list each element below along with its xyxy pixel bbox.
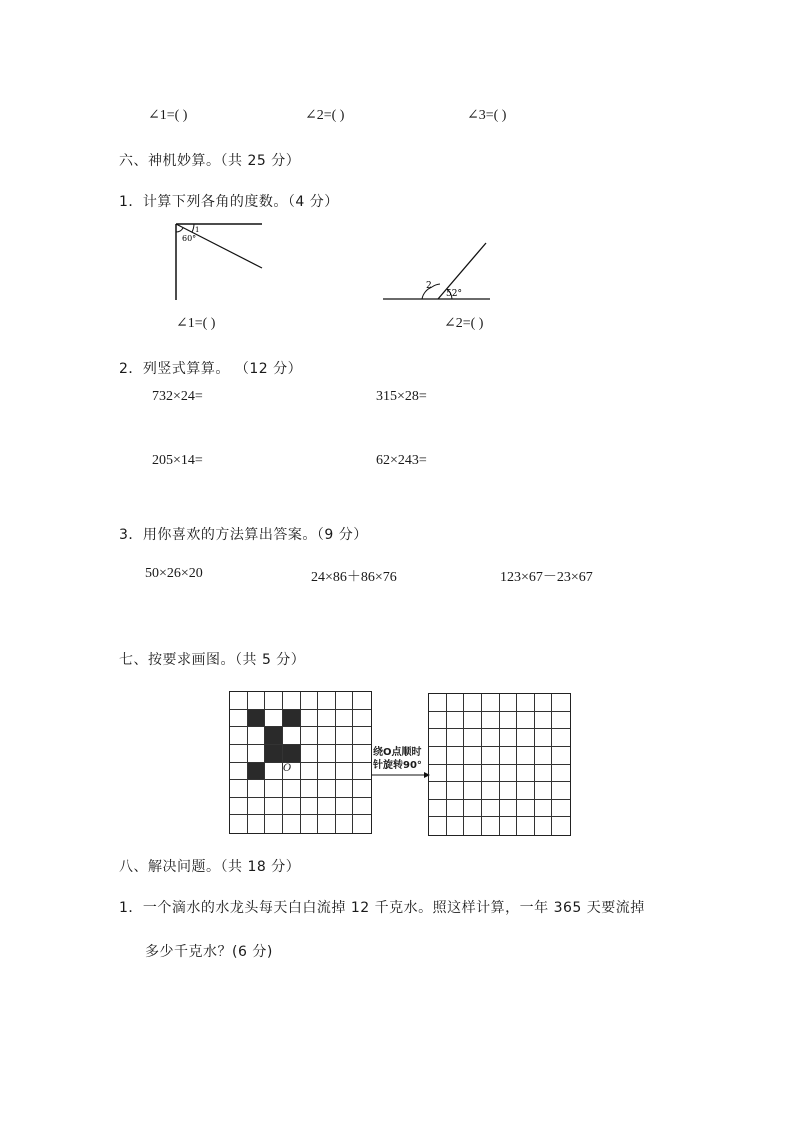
answer-grid-cell[interactable] xyxy=(517,694,535,712)
grid-cell xyxy=(318,815,336,833)
section8-title: 八、解决问题。（共 18 分） xyxy=(119,859,301,875)
section6-q2-title: 2．列竖式算算。 （12 分） xyxy=(119,361,303,377)
grid-cell xyxy=(353,815,371,833)
answer-grid-cell[interactable] xyxy=(552,782,570,800)
grid-cell xyxy=(318,798,336,816)
svg-text:2: 2 xyxy=(426,281,432,291)
rotation-instruction-line2: 针旋转90° xyxy=(373,760,422,771)
answer-grid-cell[interactable] xyxy=(552,712,570,730)
answer-grid-cell[interactable] xyxy=(464,694,482,712)
grid-cell xyxy=(265,798,283,816)
section8-q1-line2: 多少千克水？(6 分) xyxy=(145,944,273,960)
answer-grid-cell[interactable] xyxy=(535,729,553,747)
answer-grid-cell[interactable] xyxy=(464,747,482,765)
angle-figure-2 xyxy=(380,240,495,305)
grid-cell xyxy=(336,780,354,798)
grid-cell xyxy=(318,780,336,798)
grid-cell xyxy=(353,745,371,763)
grid-cell xyxy=(301,727,319,745)
answer-grid[interactable] xyxy=(428,693,571,836)
grid-cell xyxy=(301,692,319,710)
section6-q3-title: 3．用你喜欢的方法算出答案。（9 分） xyxy=(119,527,368,543)
answer-grid-cell[interactable] xyxy=(429,694,447,712)
answer-grid-cell[interactable] xyxy=(429,712,447,730)
answer-grid-cell[interactable] xyxy=(482,747,500,765)
answer-grid-cell[interactable] xyxy=(429,800,447,818)
angle-figure-1 xyxy=(170,218,270,306)
answer-grid-cell[interactable] xyxy=(517,782,535,800)
answer-grid-cell[interactable] xyxy=(500,747,518,765)
answer-grid-cell[interactable] xyxy=(464,782,482,800)
answer-grid-cell[interactable] xyxy=(517,747,535,765)
grid-cell xyxy=(248,763,266,781)
answer-grid-cell[interactable] xyxy=(517,765,535,783)
answer-grid-cell[interactable] xyxy=(552,729,570,747)
grid-cell xyxy=(318,727,336,745)
grid-cell xyxy=(301,710,319,728)
smart-calc-problem: 123×67－23×67 xyxy=(500,570,593,585)
answer-grid-cell[interactable] xyxy=(447,800,465,818)
answer-grid-cell[interactable] xyxy=(482,800,500,818)
grid-cell xyxy=(248,710,266,728)
vertical-calc-problem: 205×14= xyxy=(152,453,203,468)
grid-cell xyxy=(248,780,266,798)
answer-grid-cell[interactable] xyxy=(500,729,518,747)
grid-cell xyxy=(265,710,283,728)
answer-grid-cell[interactable] xyxy=(429,729,447,747)
answer-grid-cell[interactable] xyxy=(429,817,447,835)
answer-grid-cell[interactable] xyxy=(552,800,570,818)
rotation-instruction-line1: 绕O点顺时 xyxy=(373,747,422,758)
grid-cell xyxy=(230,815,248,833)
section7-title: 七、按要求画图。（共 5 分） xyxy=(119,652,306,668)
answer-grid-cell[interactable] xyxy=(500,800,518,818)
answer-grid-cell[interactable] xyxy=(447,817,465,835)
grid-cell xyxy=(283,692,301,710)
answer-grid-cell[interactable] xyxy=(500,782,518,800)
vertical-calc-problem: 315×28= xyxy=(376,389,427,404)
grid-cell xyxy=(336,727,354,745)
answer-grid-cell[interactable] xyxy=(535,747,553,765)
grid-cell xyxy=(336,763,354,781)
answer-grid-cell[interactable] xyxy=(535,765,553,783)
answer-grid-cell[interactable] xyxy=(535,800,553,818)
answer-grid-cell[interactable] xyxy=(535,712,553,730)
grid-cell xyxy=(230,727,248,745)
source-grid xyxy=(229,691,372,834)
answer-grid-cell[interactable] xyxy=(447,782,465,800)
answer-grid-cell[interactable] xyxy=(482,817,500,835)
answer-grid-cell[interactable] xyxy=(517,729,535,747)
grid-cell xyxy=(248,745,266,763)
grid-cell xyxy=(353,692,371,710)
answer-grid-cell[interactable] xyxy=(447,712,465,730)
answer-grid-cell[interactable] xyxy=(552,694,570,712)
answer-grid-cell[interactable] xyxy=(500,712,518,730)
grid-cell xyxy=(230,780,248,798)
grid-cell xyxy=(230,692,248,710)
grid-cell xyxy=(318,745,336,763)
grid-cell xyxy=(248,692,266,710)
angle2-answer-blank[interactable]: ∠2=( ) xyxy=(305,108,345,123)
section6-q1-title: 1．计算下列各角的度数。（4 分） xyxy=(119,194,339,210)
grid-cell xyxy=(265,763,283,781)
grid-cell xyxy=(336,815,354,833)
answer-grid-cell[interactable] xyxy=(464,765,482,783)
section8-q1-line1: 1．一个滴水的水龙头每天白白流掉 12 千克水。照这样计算，一年 365 天要流掉 xyxy=(119,900,645,916)
grid-cell xyxy=(301,763,319,781)
answer-grid-cell[interactable] xyxy=(429,782,447,800)
unknown-angle-label-1: 1 xyxy=(195,226,200,234)
grid-cell xyxy=(353,798,371,816)
answer-grid-cell[interactable] xyxy=(447,694,465,712)
grid-cell xyxy=(230,763,248,781)
answer-grid-cell[interactable] xyxy=(447,765,465,783)
answer-grid-cell[interactable] xyxy=(447,729,465,747)
answer-grid-cell[interactable] xyxy=(464,817,482,835)
answer-grid-cell[interactable] xyxy=(482,694,500,712)
answer-grid-cell[interactable] xyxy=(552,765,570,783)
section6-title: 六、神机妙算。（共 25 分） xyxy=(119,153,301,169)
vertical-calc-problem: 62×243= xyxy=(376,453,427,468)
grid-cell xyxy=(248,815,266,833)
grid-cell xyxy=(248,727,266,745)
answer-grid-cell[interactable] xyxy=(500,765,518,783)
grid-cell xyxy=(318,763,336,781)
given-angle-label-1: 60° xyxy=(182,234,197,243)
answer-grid-cell[interactable] xyxy=(429,747,447,765)
answer-grid-cell[interactable] xyxy=(500,694,518,712)
angle1-answer-blank[interactable]: ∠1=( ) xyxy=(148,108,188,123)
arrow-right-icon xyxy=(372,771,430,779)
grid-cell xyxy=(230,710,248,728)
grid-cell xyxy=(318,692,336,710)
answer-grid-cell[interactable] xyxy=(482,729,500,747)
smart-calc-problem: 50×26×20 xyxy=(145,566,203,581)
grid-cell xyxy=(336,798,354,816)
answer-grid-cell[interactable] xyxy=(535,782,553,800)
answer-grid-cell[interactable] xyxy=(500,817,518,835)
answer-grid-cell[interactable] xyxy=(482,712,500,730)
answer-grid-cell[interactable] xyxy=(517,817,535,835)
smart-calc-problem: 24×86＋86×76 xyxy=(311,570,397,585)
grid-cell xyxy=(336,710,354,728)
grid-cell xyxy=(301,780,319,798)
svg-text:52°: 52° xyxy=(446,289,462,299)
vertical-calc-problem: 732×24= xyxy=(152,389,203,404)
grid-cell xyxy=(283,745,301,763)
answer-grid-cell[interactable] xyxy=(464,712,482,730)
grid-cell xyxy=(336,745,354,763)
answer-grid-cell[interactable] xyxy=(552,817,570,835)
grid-cell xyxy=(336,692,354,710)
grid-cell xyxy=(353,780,371,798)
grid-cell xyxy=(265,815,283,833)
grid-cell xyxy=(230,798,248,816)
grid-cell xyxy=(283,710,301,728)
grid-cell xyxy=(301,798,319,816)
grid-cell xyxy=(265,780,283,798)
grid-cell xyxy=(265,692,283,710)
answer-grid-cell[interactable] xyxy=(482,782,500,800)
grid-cell xyxy=(353,710,371,728)
answer-grid-cell[interactable] xyxy=(429,765,447,783)
figure1-answer-blank[interactable]: ∠1=( ) xyxy=(176,316,216,331)
grid-cell xyxy=(283,780,301,798)
grid-cell xyxy=(248,798,266,816)
grid-cell xyxy=(301,815,319,833)
grid-cell xyxy=(283,727,301,745)
grid-cell xyxy=(283,815,301,833)
answer-grid-cell[interactable] xyxy=(464,729,482,747)
answer-grid-cell[interactable] xyxy=(552,747,570,765)
answer-grid-cell[interactable] xyxy=(464,800,482,818)
answer-grid-cell[interactable] xyxy=(517,712,535,730)
grid-cell xyxy=(265,727,283,745)
answer-grid-cell[interactable] xyxy=(517,800,535,818)
grid-cell xyxy=(353,727,371,745)
answer-grid-cell[interactable] xyxy=(535,694,553,712)
grid-cell xyxy=(265,745,283,763)
grid-cell xyxy=(353,763,371,781)
grid-cell xyxy=(230,745,248,763)
angle3-answer-blank[interactable]: ∠3=( ) xyxy=(467,108,507,123)
answer-grid-cell[interactable] xyxy=(482,765,500,783)
grid-cell xyxy=(283,798,301,816)
answer-grid-cell[interactable] xyxy=(535,817,553,835)
grid-cell xyxy=(318,710,336,728)
grid-cell xyxy=(301,745,319,763)
figure2-answer-blank[interactable]: ∠2=( ) xyxy=(444,316,484,331)
point-o-label: O xyxy=(283,763,292,774)
answer-grid-cell[interactable] xyxy=(447,747,465,765)
